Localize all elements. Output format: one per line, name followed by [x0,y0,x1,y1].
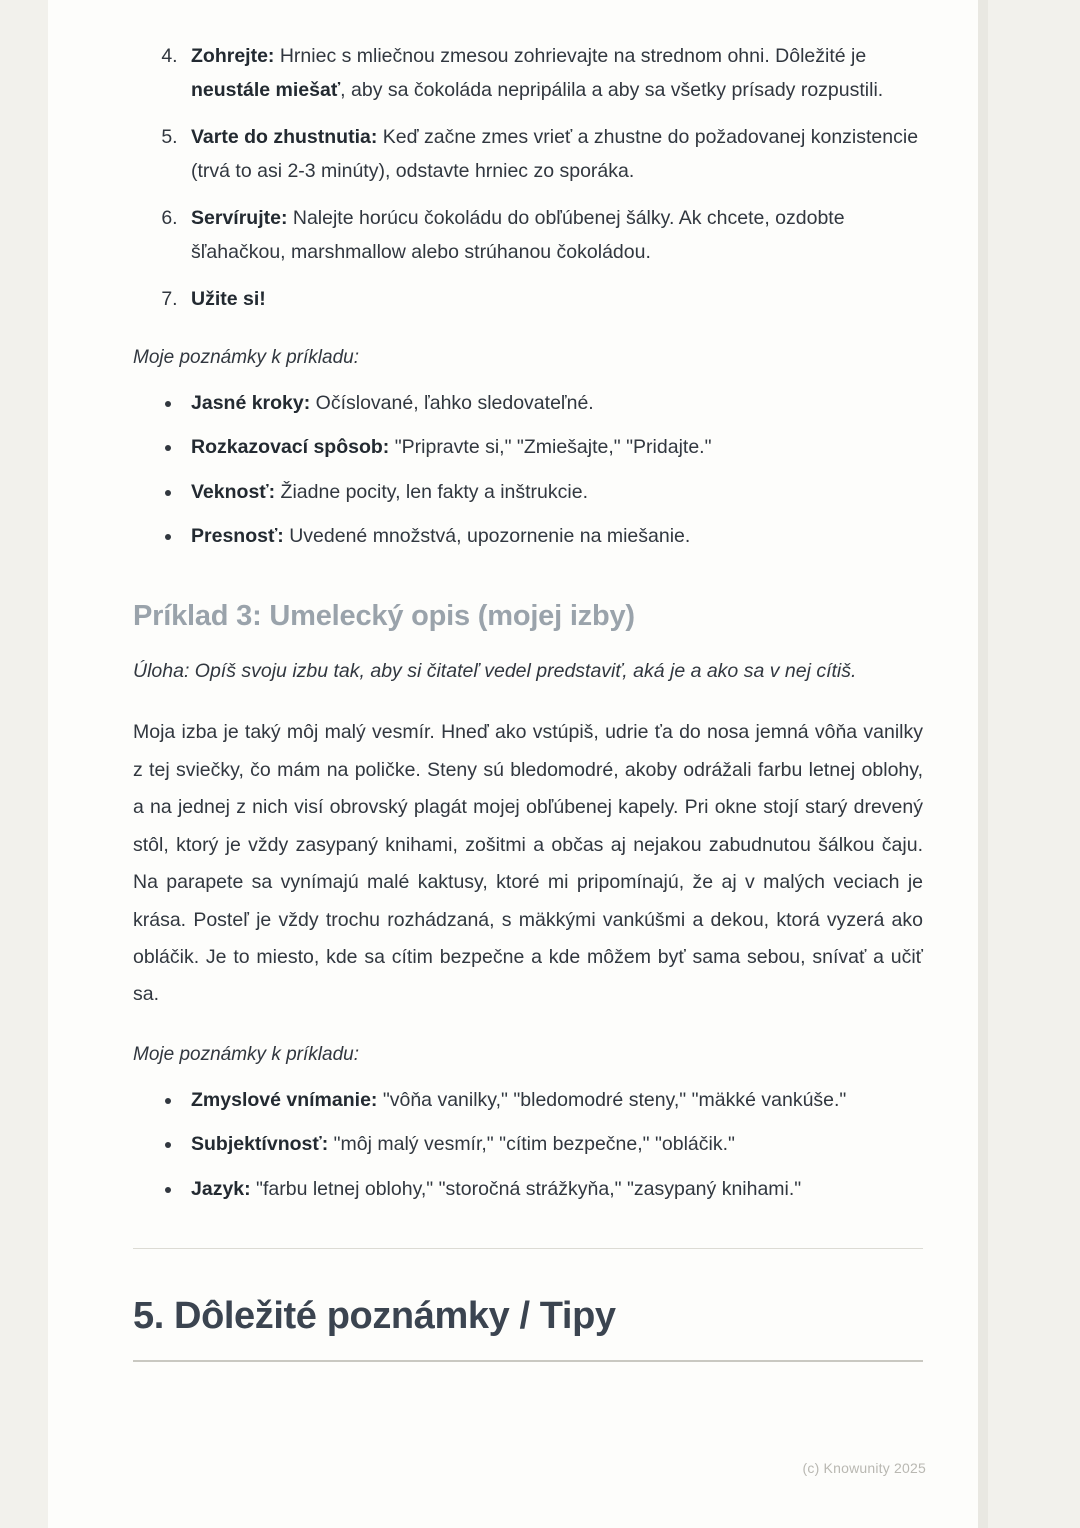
step-emphasis: neustále miešať [191,78,341,101]
list-item [183,121,923,188]
list-item [183,520,923,554]
note-label: Veknosť: [191,480,276,503]
notes-list-second [133,1084,923,1207]
note-label: Subjektívnosť: [191,1133,329,1156]
step-label: Užite si! [191,288,266,311]
list-item [183,1084,923,1118]
note-text: "Pripravte si," "Zmiešajte," "Pridajte." [389,436,712,459]
final-section-heading: 5. Dôležité poznámky / Tipy [133,1295,616,1338]
note-text: "vôňa vanilky," "bledomodré steny," "mäkké vankúše." [377,1088,847,1111]
list-item [183,1128,923,1162]
page-edge-shadow [978,0,988,1528]
list-item [183,283,923,317]
example-body-text: Moja izba je taký môj malý vesmír. Hneď ako vstúpiš, udrie ťa do nosa jemná vôňa vanilky z tej sviečky, čo mám na poličke. Steny sú bledomodré, akoby odrážali farbu letnej oblohy, a na jednej z nich visí obrovský plagát mojej obľúbenej kapely. Pri okne stojí starý drevený stôl, ktorý je vždy zasypaný knihami, zošitmi a občas aj nejakou zabudnutou šálkou čaju. Na parapete sa vynímajú malé kaktusy, ktoré mi pripomínajú, že aj v malých veciach je krása. Posteľ je vždy trochu rozhádzaná, s mäkkými vankúšmi a dekou, ktorá vyzerá ako obláčik. Je to miesto, kde sa cítim bezpečne a kde môžem byť sama sebou, snívať a učiť sa. [133,721,923,1006]
notes-label-second: Moje poznámky k príkladu: [133,1043,359,1065]
example-heading: Príklad 3: Umelecký opis (mojej izby) [133,599,635,632]
document-content [133,40,923,1362]
note-label: Rozkazovací spôsob: [191,436,390,459]
list-item [183,1173,923,1207]
note-text: "môj malý vesmír," "cítim bezpečne," "obláčik." [328,1133,735,1156]
note-label: Zmyslové vnímanie: [191,1088,378,1111]
step-label: Servírujte: [191,207,288,230]
step-text: Hrniec s mliečnou zmesou zohrievajte na strednom ohni. Dôležité je [274,45,867,67]
step-text: Nalejte horúcu čokoládu do obľúbenej šálky. Ak chcete, ozdobte šľahačkou, marshmallow alebo strúhanou čokoládou. [191,207,845,263]
step-label: Zohrejte: [191,45,275,67]
list-item [183,40,923,107]
note-text: Uvedené množstvá, upozornenie na miešanie. [283,525,691,548]
heading-underline [133,1360,923,1362]
notes-label-first: Moje poznámky k príkladu: [133,346,359,368]
note-label: Jasné kroky: [191,391,311,414]
step-text-continued: , aby sa čokoláda nepripálila a aby sa všetky prísady rozpustili. [340,78,884,101]
instruction-list [133,40,923,317]
notes-list-first [133,387,923,554]
list-item [183,387,923,421]
section-divider [133,1248,923,1249]
note-text: Očíslované, ľahko sledovateľné. [310,391,594,414]
watermark: (c) Knowunity 2025 [802,1460,926,1476]
note-text: "farbu letnej oblohy," "storočná strážkyňa," "zasypaný knihami." [250,1177,802,1200]
list-item [183,476,923,510]
task-description: Úloha: Opíš svoju izbu tak, aby si čitateľ vedel predstaviť, aká je a ako sa v nej cítiš. [133,659,857,682]
note-text: Žiadne pocity, len fakty a inštrukcie. [275,480,588,503]
note-label: Presnosť: [191,525,284,548]
list-item [183,431,923,465]
step-text: Keď začne zmes vrieť a zhustne do požadovanej konzistencie (trvá to asi 2-3 minúty), odstavte hrniec zo sporáka. [191,126,919,182]
step-label: Varte do zhustnutia: [191,126,378,149]
list-item [183,202,923,269]
note-label: Jazyk: [191,1177,251,1200]
document-page [48,0,978,1528]
